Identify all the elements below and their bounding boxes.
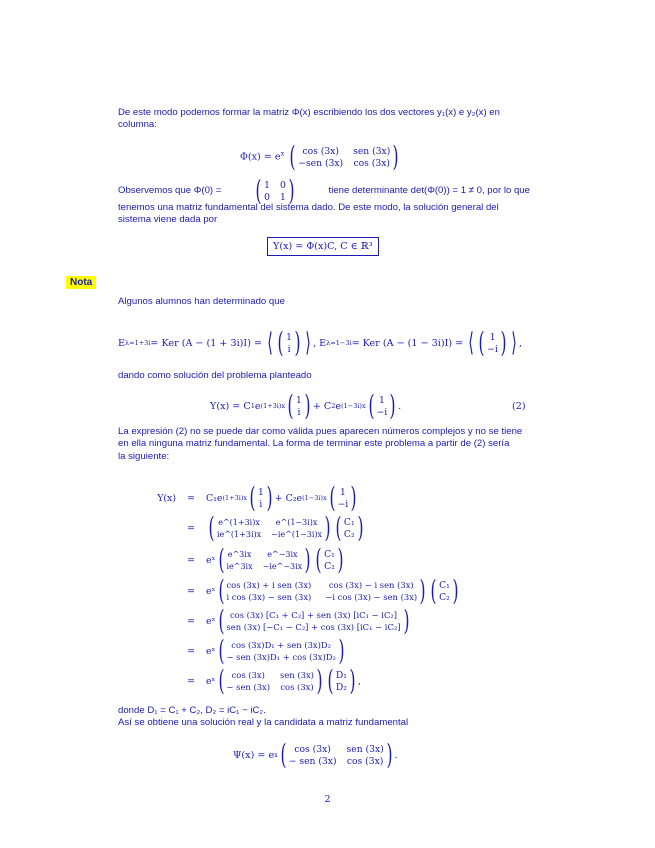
- derivation-row-7: = eˣ ( cos (3x) sen (3x) − sen (3x) cos (3x) ) ( D₁ D₂ ) ,: [187, 664, 361, 697]
- boxed-general-solution: Y(x) = Φ(x)C, C ∈ ℝ³: [267, 241, 379, 252]
- equation-kernels: E λ=1+3i = Ker (A − (1 + 3i)I) = ⟨ ( 1 i ) ⟩ , E λ=1−3i = Ker (A − (1 − 3i)I) = ⟨ ( 1 −i ) ⟩ ,: [118, 326, 523, 359]
- text-line: sistema viene dada por: [118, 214, 218, 226]
- derivation-row-4: = eˣ ( cos (3x) + i sen (3x) cos (3x) − i sen (3x) i cos (3x) − sen (3x) −i cos (3x) − sen (3x) ) ( C₁ C₂ ): [187, 574, 459, 607]
- equation-phi: $\Phi(x) = e^x$ ( cos (3x) sen (3x) −sen (3x) cos (3x) ): [240, 143, 401, 171]
- paragraph-students: Algunos alumnos han determinado que: [118, 296, 285, 307]
- derivation-row-3: = eˣ ( e^3ix e^−3ix ie^3ix −ie^−3ix ) ( C₁ C₂ ): [187, 543, 344, 576]
- derivation-row-1: Y(x) = C₁e (1+3i)x ( 1 i ) + C₂e (1−3i)x ( 1 −i ): [157, 481, 357, 514]
- matrix-phi: ( cos (3x) sen (3x) −sen (3x) cos (3x) ): [289, 140, 399, 173]
- text-line: De este modo podemos formar la matriz Φ(x) escribiendo los dos vectores y₁(x) e y₂(x) en: [118, 107, 500, 118]
- text-line: columna:: [118, 119, 157, 131]
- derivation-row-6: = eˣ ( cos (3x)D₁ + sen (3x)D₂ − sen (3x)D₁ + cos (3x)D₂ ): [187, 634, 345, 667]
- equation-2: Y(x) = C 1 e (1+3i)x ( 1 i ) + C 2 e (1−3i)x ( 1 −i ) .: [210, 389, 402, 422]
- paragraph-intro: [118, 107, 530, 132]
- matrix-identity: ( 1 0 0 1 ): [255, 174, 295, 207]
- equation-psi: Ψ(x) = e x ( cos (3x) sen (3x) − sen (3x) cos (3x) ) .: [233, 738, 398, 771]
- page-number: 2: [324, 794, 331, 805]
- eq-lhs: Φ(x) = e: [240, 151, 281, 163]
- paragraph-expression-invalid: La expresión (2) no se puede dar como válida pues aparecen números complejos y no se tiene en ella ninguna matriz fundamental. La forma de terminar este problema a partir de (2) sería la siguiente:: [118, 426, 523, 462]
- derivation-row-2: = ( e^(1+3i)x e^(1−3i)x ie^(1+3i)x −ie^(1−3i)x ) ( C₁ C₂ ): [187, 511, 364, 544]
- paragraph-solution-intro: dando como solución del problema planteado: [118, 370, 312, 381]
- paragraph-determinant: Observemos que Φ(0) = ( 1 0 0 1 ) tiene determinante det(Φ(0)) = 1 ≠ 0, por lo que tenemos una matriz fundamental del sistema dado. De este modo, la solución general del sistema viene dada por: [118, 174, 530, 226]
- paragraph-constants: donde D₁ = C₁ + C₂, D₂ = iC₁ − iC₂. Así se obtiene una solución real y la candidata a matriz fundamental: [118, 705, 409, 729]
- nota-label: Nota: [66, 276, 96, 289]
- text-line: tenemos una matriz fundamental del sistema dado. De este modo, la solución general del: [118, 202, 499, 213]
- derivation-row-5: = eˣ ( cos (3x) [C₁ + C₂] + sen (3x) [iC₁ − iC₂] sen (3x) [−C₁ − C₂] + cos (3x) [iC₁ − iC₂] ): [187, 604, 409, 637]
- equation-number: (2): [512, 401, 526, 412]
